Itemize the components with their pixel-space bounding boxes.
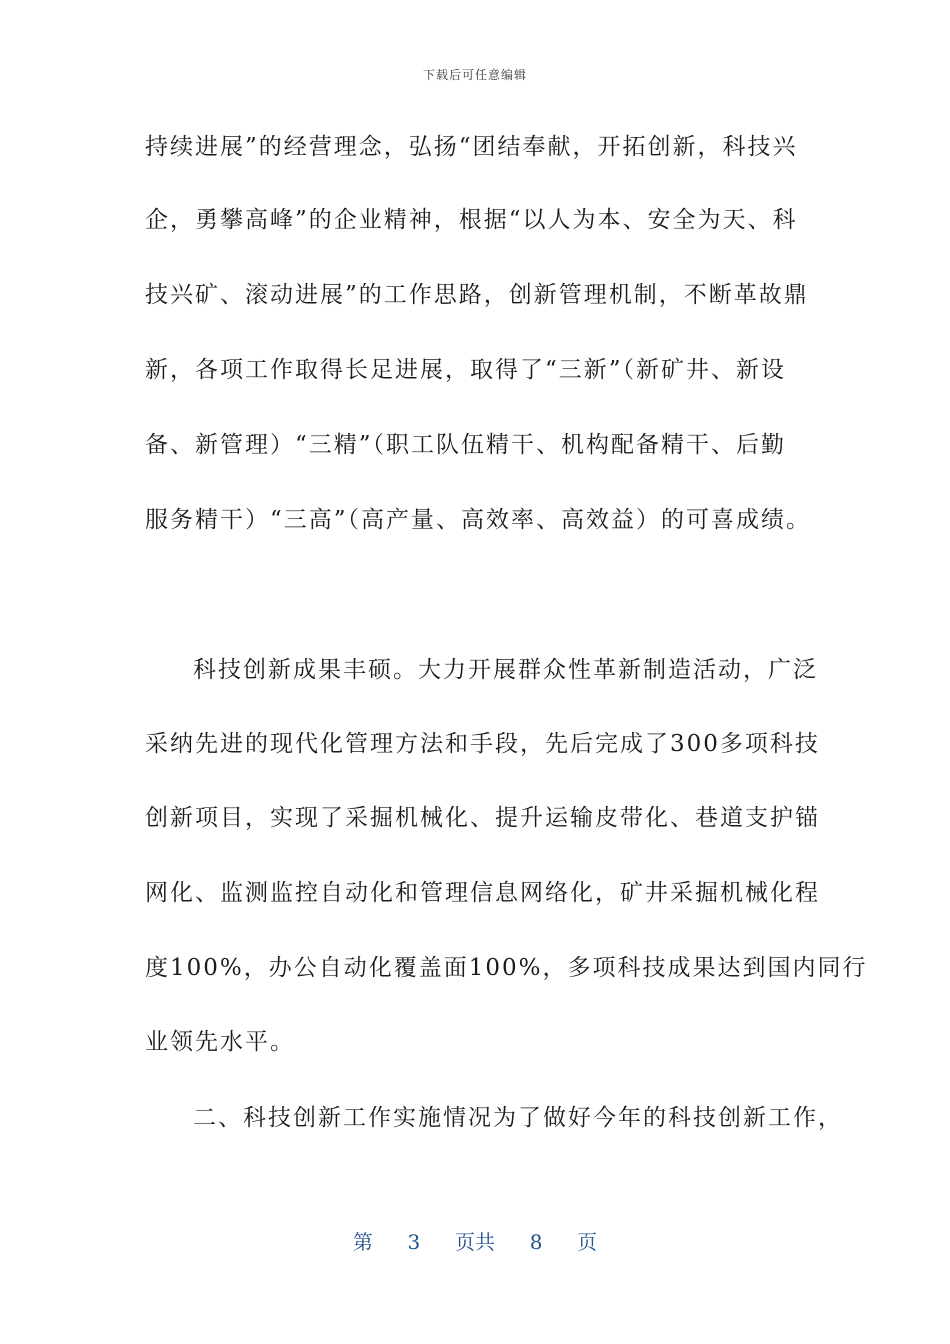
paragraph-line: 采纳先进的现代化管理方法和手段，先后完成了300多项科技 xyxy=(145,731,820,757)
footer-middle: 页共 xyxy=(455,1230,495,1254)
paragraph-line: 技兴矿、滚动进展”的工作思路，创新管理机制，不断革故鼎 xyxy=(145,282,809,308)
footer-current-page: 3 xyxy=(407,1230,421,1254)
footer-suffix: 页 xyxy=(577,1230,598,1254)
paragraph-line: 企，勇攀高峰”的企业精神，根据“以人为本、安全为天、科 xyxy=(145,207,798,233)
paragraph-line: 服务精干）“三高”（高产量、高效率、高效益）的可喜成绩。 xyxy=(145,507,812,533)
footer-total-pages: 8 xyxy=(529,1230,543,1254)
page-header: 下载后可任意编辑 xyxy=(422,68,527,82)
paragraph-line: 持续进展”的经营理念，弘扬“团结奉献，开拓创新，科技兴 xyxy=(145,134,798,160)
paragraph-line: 备、新管理）“三精”（职工队伍精干、机构配备精干、后勤 xyxy=(145,432,787,458)
paragraph-line: 网化、监测监控自动化和管理信息网络化，矿井采掘机械化程 xyxy=(145,880,820,906)
paragraph-line: 创新项目，实现了采掘机械化、提升运输皮带化、巷道支护锚 xyxy=(145,805,820,831)
paragraph-line: 业领先水平。 xyxy=(145,1029,295,1055)
paragraph-line: 度100%，办公自动化覆盖面100%，多项科技成果达到国内同行 xyxy=(145,955,868,981)
paragraph-line: 新，各项工作取得长足进展，取得了“三新”（新矿井、新设 xyxy=(145,357,787,383)
footer-prefix: 第 xyxy=(352,1230,373,1254)
page-footer xyxy=(0,1226,950,1255)
paragraph-line: 科技创新成果丰硕。大力开展群众性革新制造活动，广泛 xyxy=(193,657,818,683)
paragraph-line: 二、科技创新工作实施情况为了做好今年的科技创新工作， xyxy=(193,1105,843,1131)
